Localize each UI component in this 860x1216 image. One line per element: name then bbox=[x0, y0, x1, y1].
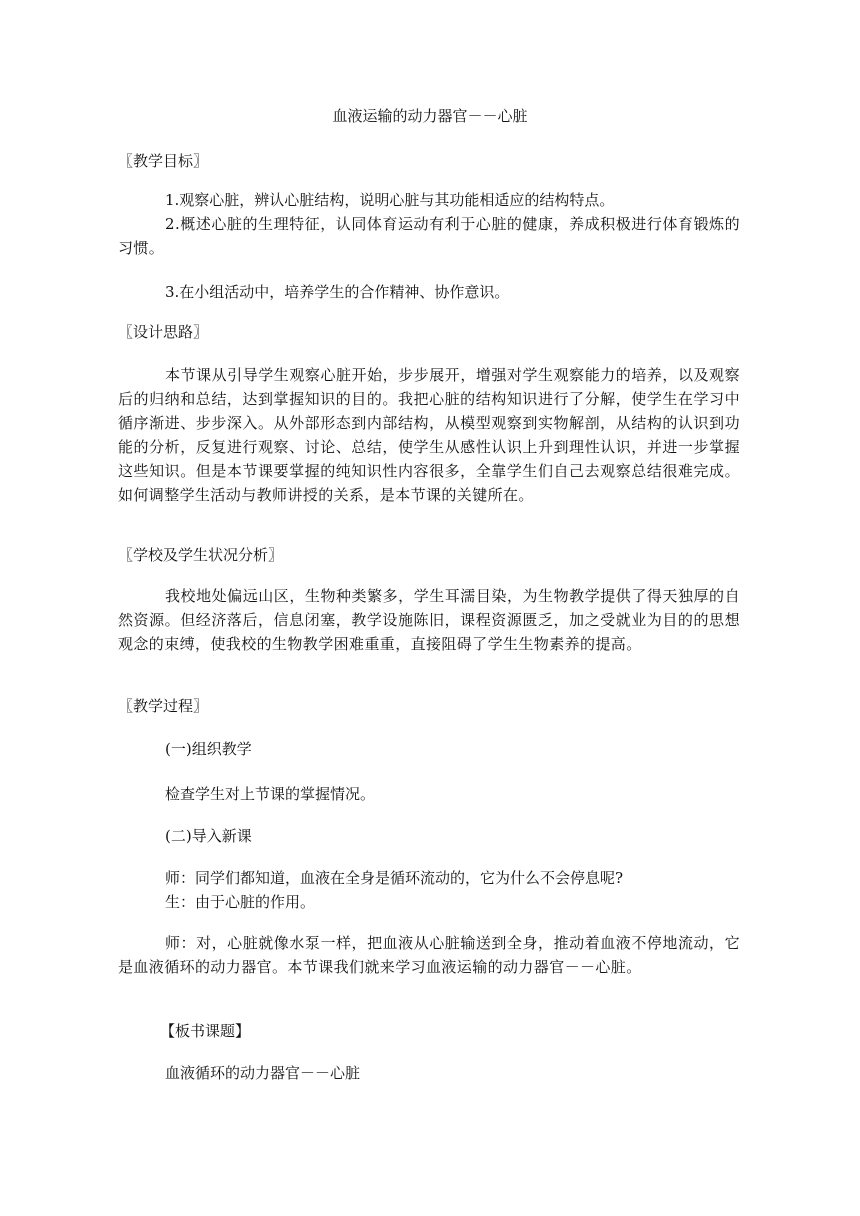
heading-teaching-process: 〖教学过程〗 bbox=[118, 697, 209, 715]
student-answer: 生：由于心脏的作用。 bbox=[165, 893, 316, 911]
step-introduce-new-lesson: (二)导入新课 bbox=[165, 827, 252, 845]
teacher-explanation: 师：对，心脏就像水泵一样，把血液从心脏输送到全身，推动着血液不停地流动，它是血液循环的动力器官。本节课我们就来学习血液运输的动力器官－－心脏。 bbox=[118, 934, 740, 976]
heading-design-ideas: 〖设计思路〗 bbox=[118, 323, 209, 341]
heading-school-analysis: 〖学校及学生状况分析〗 bbox=[118, 546, 284, 564]
heading-teaching-goals: 〖教学目标〗 bbox=[118, 152, 209, 170]
goal-item-3: 3.在小组活动中，培养学生的合作精神、协作意识。 bbox=[165, 283, 510, 301]
board-title: 血液循环的动力器官－－心脏 bbox=[165, 1064, 361, 1082]
goal-item-1: 1.观察心脏，辨认心脏结构，说明心脏与其功能相适应的结构特点。 bbox=[165, 191, 615, 209]
goal-item-2: 2.概述心脏的生理特征，认同体育运动有利于心脏的健康，养成积极进行体育锻炼的习惯。 bbox=[118, 215, 740, 257]
document-title: 血液运输的动力器官－－心脏 bbox=[332, 107, 528, 125]
step-organize-teaching: (一)组织教学 bbox=[165, 740, 252, 758]
teacher-question: 师：同学们都知道，血液在全身是循环流动的，它为什么不会停息呢? bbox=[165, 869, 624, 887]
school-analysis-paragraph: 我校地处偏远山区，生物种类繁多，学生耳濡目染，为生物教学提供了得天独厚的自然资源。但经济落后，信息闭塞，教学设施陈旧，课程资源匮乏，加之受就业为目的的思想观念的束缚，使我校的生物教学困难重重，直接阻碍了学生生物素养的提高。 bbox=[118, 587, 740, 653]
design-ideas-paragraph: 本节课从引导学生观察心脏开始，步步展开，增强对学生观察能力的培养，以及观察后的归纳和总结，达到掌握知识的目的。我把心脏的结构知识进行了分解，使学生在学习中循序渐进、步步深入。从外部形态到内部结构，从模型观察到实物解剖，从结构的认识到功能的分析，反复进行观察、讨论、总结，使学生从感性认识上升到理性认识，并进一步掌握这些知识。但是本节课要掌握的纯知识性内容很多，全靠学生们自己去观察总结很难完成。如何调整学生活动与教师讲授的关系，是本节课的关键所在。 bbox=[118, 366, 740, 504]
board-heading: 【板书课题】 bbox=[160, 1022, 251, 1040]
step-organize-teaching-text: 检查学生对上节课的掌握情况。 bbox=[165, 785, 376, 803]
